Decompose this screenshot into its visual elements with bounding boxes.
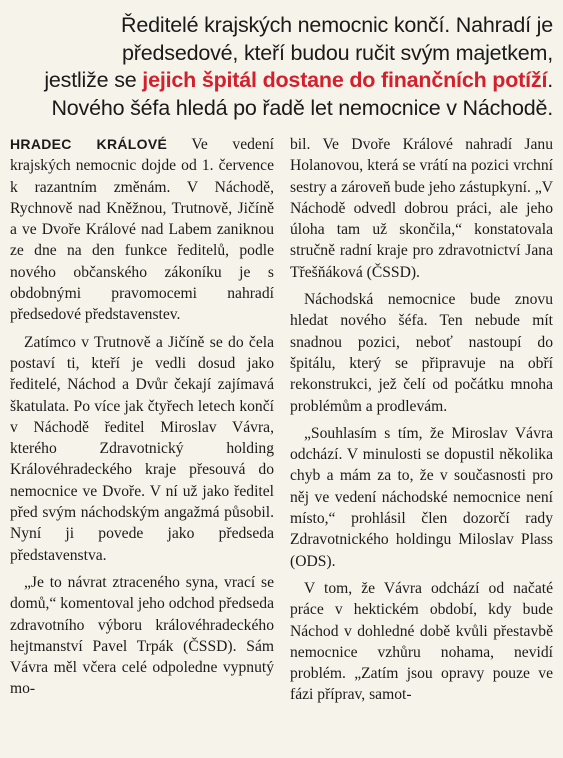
article-column-right — [287, 134, 553, 706]
lead-highlight: jejich špitál dostane do finančních potíží — [142, 68, 548, 92]
article-paragraph: „Souhlasím s tím, že Miroslav Vávra odchází. V minulosti se dopustil několika chyb a mám za to, že v současnosti pro něj ve vedení náchodské nemocnice není místo,“ prohlásil člen dozorčí rady Zdravotnického holdingu Miloslav Plass (ODS). — [290, 424, 553, 570]
article-paragraph: Náchodská nemocnice bude znovu hledat nového šéfa. Ten nebude mít snadnou pozici, neboť nastoupí do špitálu, který se připravuje na obří rekonstrukci, jež čelí od počátku mnoha problémům a prodlevám. — [290, 291, 553, 415]
lead-line-3-end: . — [547, 68, 553, 92]
lead-line-1: Ředitelé krajských nemocnic končí. Nahradí je — [121, 13, 553, 37]
article-paragraph: V tom, že Vávra odchází od načaté práce v hektickém období, kdy bude Náchod v dohledné době kvůli přestavbě nemocnice vzhůru nohama, nevidí problém. „Zatím jsou opravy pouze ve fázi příprav, samot- — [290, 579, 553, 704]
article-lead — [10, 12, 553, 122]
article-paragraph: Zatímco v Trutnově a Jičíně se do čela postaví ti, kteří je vedli dosud jako ředitelé, Náchod a Dvůr čekají zajímavá škatulata. Po více jak čtyřech letech končí v Náchodě ředitel Miroslav Vávra, kterého Zdravotnický holding Královéhradeckého kraje přesouvá do nemocnice ve Dvoře. V ní už jako ředitel před svým náchodským angažmá působil. Nyní ji povede jako předseda představenstva. — [10, 333, 274, 564]
dateline: HRADEC KRÁLOVÉ — [10, 136, 168, 152]
article-paragraph — [10, 134, 274, 326]
article-paragraph: bil. Ve Dvoře Králové nahradí Janu Holanovou, která se vrátí na pozici vrchní sestry a zároveň bude jeho zástupkyní. „V Náchodě odvedl dobrou práci, ale jeho úloha tam už skončila,“ konstatovala stručně radní kraje pro zdravotnictví Jana Třešňáková (ČSSD). — [290, 136, 553, 281]
lead-line-2: předsedové, kteří budou ručit svým majetkem, — [122, 40, 553, 65]
article-body — [10, 134, 553, 706]
lead-line-3-start: jestliže se — [44, 68, 143, 92]
lead-line-3 — [10, 67, 553, 95]
article-paragraph: „Je to návrat ztraceného syna, vrací se domů,“ komentoval jeho odchod předseda zdravotního výboru královéhradeckého hejtmanství Pavel Trpák (ČSSD). Sám Vávra měl včera celé odpoledne vypnutý mo- — [10, 573, 274, 698]
lead-line-4: Nového šéfa hledá po řadě let nemocnice v Náchodě. — [51, 95, 553, 120]
paragraph-text: Ve vedení krajských nemocnic dojde od 1. července k razantním změnám. V Náchodě, Rychnově nad Kněžnou, Trutnově, Jičíně a ve Dvoře Králové nad Labem zaniknou ze dne na den funkce ředitelů, podle nového občanského zákoníku je s obdobnými pravomocemi nahradí předsedové představenstev. — [10, 136, 274, 324]
article-column-left — [10, 134, 277, 700]
